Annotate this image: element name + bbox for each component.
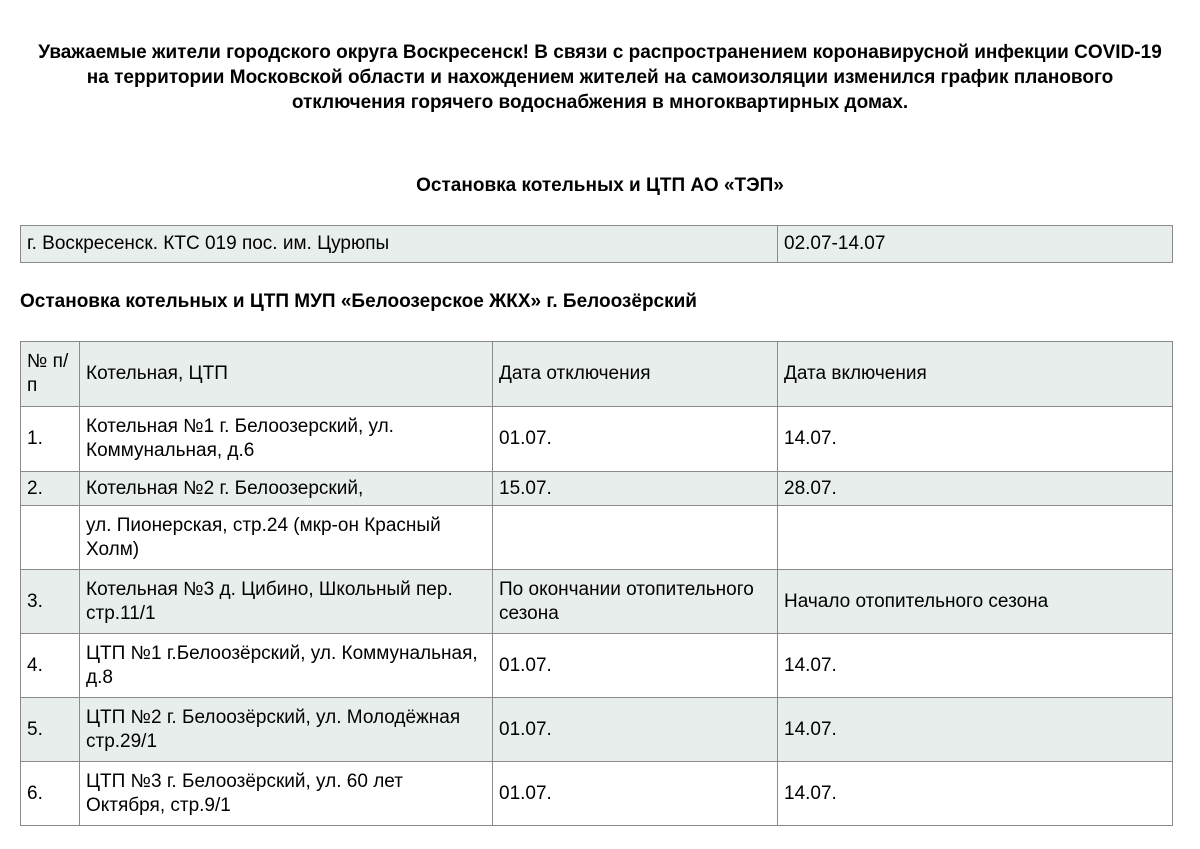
section-title-beloozersk: Остановка котельных и ЦТП МУП «Белоозерское ЖКХ» г. Белоозёрский (20, 291, 697, 312)
row-off: 01.07. (493, 762, 778, 826)
table-row (21, 506, 1173, 570)
header-on: Дата включения (778, 342, 1173, 407)
row-off (493, 506, 778, 570)
tep-table (20, 225, 1173, 263)
row-on: 28.07. (778, 472, 1173, 506)
section-title-tep: Остановка котельных и ЦТП АО «ТЭП» (416, 175, 784, 196)
table-row (21, 407, 1173, 472)
table-row (21, 698, 1173, 762)
row-off: 01.07. (493, 634, 778, 698)
header-off: Дата отключения (493, 342, 778, 407)
row-num: 4. (21, 634, 80, 698)
table-row (21, 634, 1173, 698)
row-num: 5. (21, 698, 80, 762)
table-row (21, 226, 1173, 263)
table-row (21, 472, 1173, 506)
header-name: Котельная, ЦТП (80, 342, 493, 407)
row-off: По окончании отопительного сезона (493, 570, 778, 634)
row-on: 14.07. (778, 762, 1173, 826)
row-name: ЦТП №1 г.Белоозёрский, ул. Коммунальная, д.8 (80, 634, 493, 698)
row-name: ЦТП №2 г. Белоозёрский, ул. Молодёжная стр.29/1 (80, 698, 493, 762)
table-header-row (21, 342, 1173, 407)
row-name: Котельная №3 д. Цибино, Школьный пер. стр.11/1 (80, 570, 493, 634)
row-off: 15.07. (493, 472, 778, 506)
row-name: Котельная №1 г. Белоозерский, ул. Коммунальная, д.6 (80, 407, 493, 472)
row-on: Начало отопительного сезона (778, 570, 1173, 634)
announcement-text: Уважаемые жители городского округа Воскресенск! В связи с распространением коронавирусной инфекции COVID-19 на территории Московской области и нахождением жителей на самоизоляции изменился график планового отключения горячего водоснабжения в многоквартирных домах. (38, 42, 1162, 113)
table-row (21, 762, 1173, 826)
row-off: 01.07. (493, 698, 778, 762)
row-on: 14.07. (778, 634, 1173, 698)
table-row (21, 570, 1173, 634)
row-on (778, 506, 1173, 570)
row-num (21, 506, 80, 570)
row-name: ул. Пионерская, стр.24 (мкр-он Красный Холм) (80, 506, 493, 570)
dates-cell: 02.07-14.07 (778, 226, 1173, 263)
beloozersk-table (20, 341, 1173, 826)
boiler-name-cell: г. Воскресенск. КТС 019 пос. им. Цурюпы (21, 226, 778, 263)
row-on: 14.07. (778, 407, 1173, 472)
row-name: ЦТП №3 г. Белоозёрский, ул. 60 лет Октября, стр.9/1 (80, 762, 493, 826)
row-on: 14.07. (778, 698, 1173, 762)
row-num: 6. (21, 762, 80, 826)
row-num: 2. (21, 472, 80, 506)
row-num: 3. (21, 570, 80, 634)
row-num: 1. (21, 407, 80, 472)
header-num: № п/п (21, 342, 80, 407)
row-off: 01.07. (493, 407, 778, 472)
row-name: Котельная №2 г. Белоозерский, (80, 472, 493, 506)
